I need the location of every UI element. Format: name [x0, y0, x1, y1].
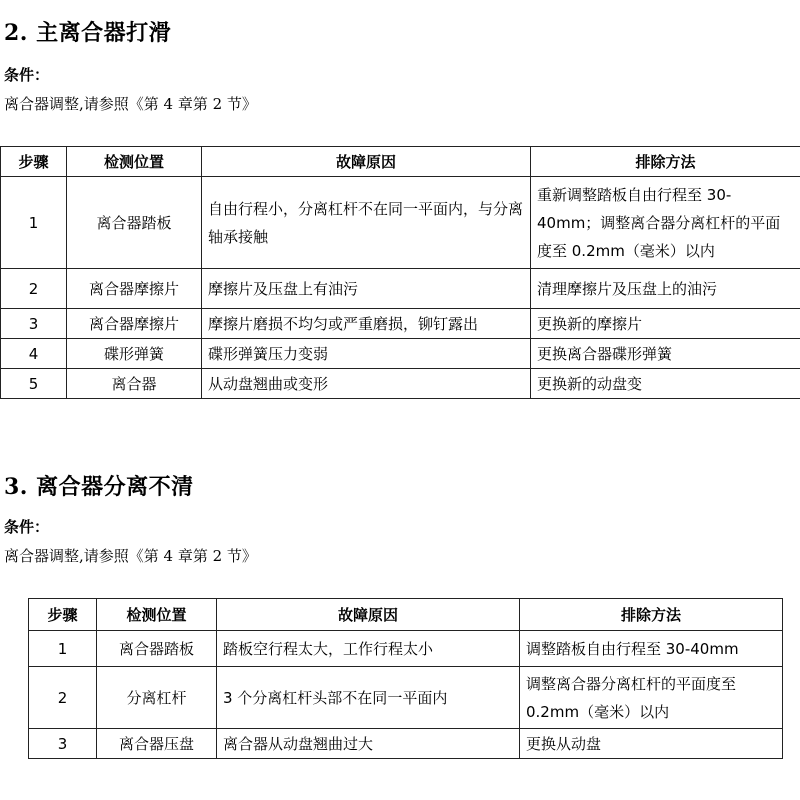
cell-fix: 更换新的摩擦片	[531, 309, 800, 339]
section-3-heading: 3. 离合器分离不清	[4, 474, 194, 500]
cell-cause: 摩擦片磨损不均匀或严重磨损，铆钉露出	[202, 309, 531, 339]
header-cause: 故障原因	[202, 147, 531, 177]
header-position: 检测位置	[67, 147, 202, 177]
table-header-row	[29, 599, 783, 631]
section-3-condition-label: 条件：	[4, 518, 50, 536]
table-row	[29, 729, 783, 759]
header-position: 检测位置	[97, 599, 217, 631]
cell-step: 4	[1, 339, 67, 369]
cell-step: 3	[1, 309, 67, 339]
table-row	[1, 309, 800, 339]
cell-cause: 碟形弹簧压力变弱	[202, 339, 531, 369]
cell-position: 离合器摩擦片	[67, 309, 202, 339]
section-2-condition-text: 离合器调整,请参照《第 4 章第 2 节》	[4, 95, 257, 113]
table-row	[1, 269, 800, 309]
header-step: 步骤	[29, 599, 97, 631]
cell-fix: 调整踏板自由行程至 30-40mm	[520, 631, 783, 667]
header-cause: 故障原因	[217, 599, 520, 631]
cell-fix: 清理摩擦片及压盘上的油污	[531, 269, 800, 309]
cell-step: 1	[1, 177, 67, 269]
cell-cause: 踏板空行程太大，工作行程太小	[217, 631, 520, 667]
section-3-table	[28, 598, 783, 759]
cell-position: 离合器摩擦片	[67, 269, 202, 309]
cell-step: 2	[1, 269, 67, 309]
table-row	[29, 667, 783, 729]
header-step: 步骤	[1, 147, 67, 177]
cell-position: 碟形弹簧	[67, 339, 202, 369]
cell-step: 3	[29, 729, 97, 759]
cell-fix: 重新调整踏板自由行程至 30-40mm；调整离合器分离杠杆的平面度至 0.2mm（毫米）以内	[531, 177, 800, 269]
cell-position: 离合器踏板	[97, 631, 217, 667]
section-2-heading: 2. 主离合器打滑	[4, 20, 172, 46]
table-header-row	[1, 147, 800, 177]
cell-fix: 更换离合器碟形弹簧	[531, 339, 800, 369]
cell-cause: 摩擦片及压盘上有油污	[202, 269, 531, 309]
cell-cause: 离合器从动盘翘曲过大	[217, 729, 520, 759]
cell-step: 1	[29, 631, 97, 667]
table-row	[1, 177, 800, 269]
section-3-condition-text: 离合器调整,请参照《第 4 章第 2 节》	[4, 547, 257, 565]
cell-position: 离合器	[67, 369, 202, 399]
header-fix: 排除方法	[520, 599, 783, 631]
header-fix: 排除方法	[531, 147, 800, 177]
cell-position: 分离杠杆	[97, 667, 217, 729]
table-row	[1, 369, 800, 399]
cell-cause: 3 个分离杠杆头部不在同一平面内	[217, 667, 520, 729]
cell-fix: 更换新的动盘变	[531, 369, 800, 399]
section-2-condition-label: 条件：	[4, 66, 50, 84]
section-2-table	[0, 146, 800, 399]
cell-step: 2	[29, 667, 97, 729]
cell-cause: 从动盘翘曲或变形	[202, 369, 531, 399]
cell-fix: 更换从动盘	[520, 729, 783, 759]
table-row	[29, 631, 783, 667]
cell-cause: 自由行程小，分离杠杆不在同一平面内，与分离轴承接触	[202, 177, 531, 269]
cell-position: 离合器压盘	[97, 729, 217, 759]
cell-position: 离合器踏板	[67, 177, 202, 269]
table-row	[1, 339, 800, 369]
cell-step: 5	[1, 369, 67, 399]
cell-fix: 调整离合器分离杠杆的平面度至 0.2mm（毫米）以内	[520, 667, 783, 729]
